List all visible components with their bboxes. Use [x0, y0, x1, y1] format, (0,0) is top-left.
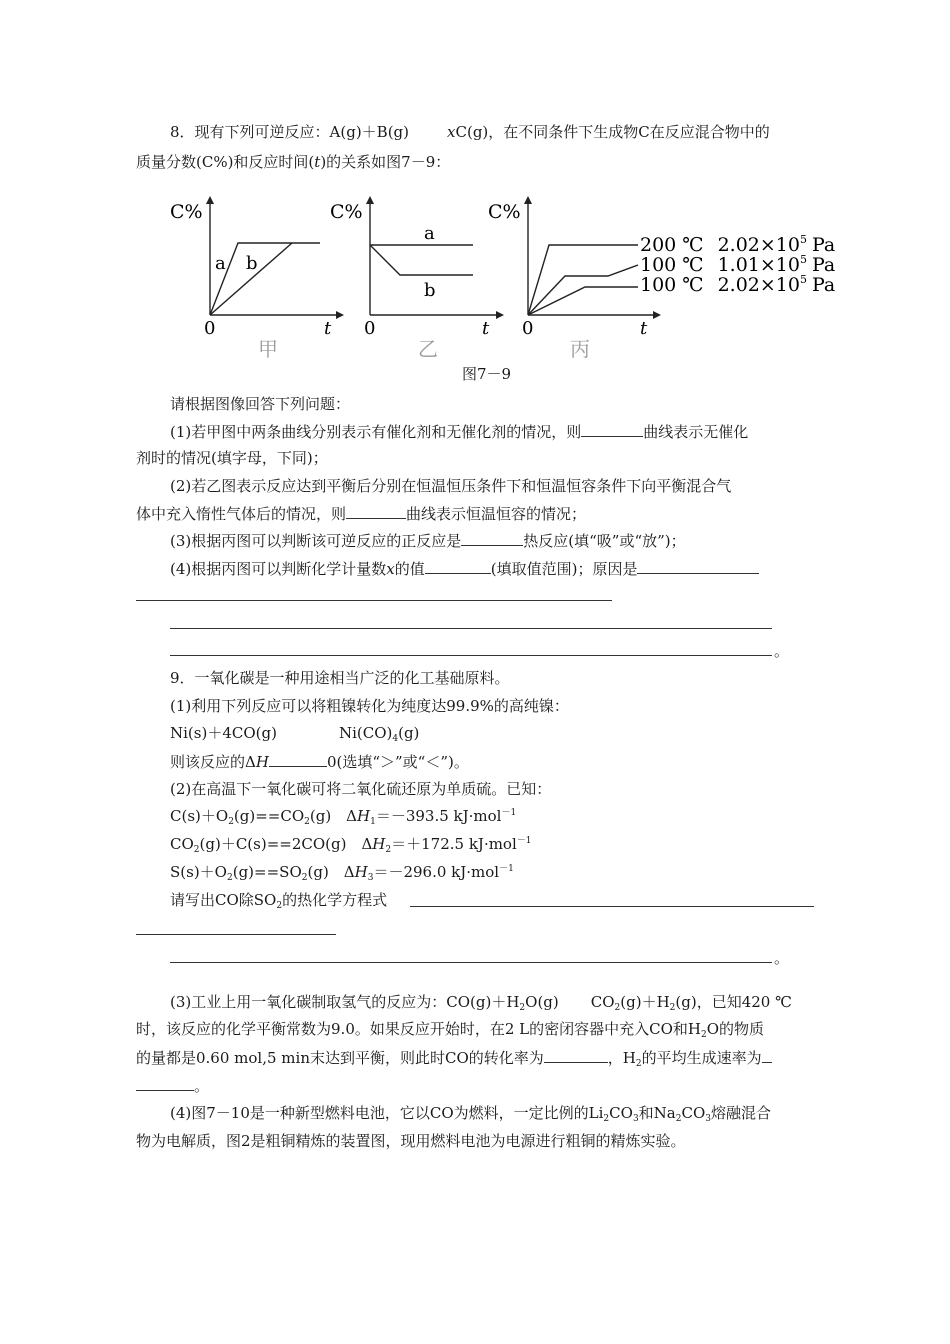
answer-line[interactable] [136, 600, 612, 601]
y-label: C% [488, 201, 521, 223]
q9-part-3-line-1: (3)工业上用一氧化碳制取氢气的反应为：$CO(g)+H_2O(g)$ $CO_2(g)+H_2(g)$，已知420 ℃ [170, 993, 792, 1013]
answer-blank-5[interactable] [637, 558, 759, 574]
legend [640, 233, 835, 296]
q8-part-2-cont: 体中充入惰性气体后的情况，则 曲线表示恒温恒容的情况； [136, 505, 587, 523]
curve-b-label: b [246, 253, 258, 274]
figure-caption: 图7－9 [462, 365, 512, 383]
answer-blank-1[interactable] [581, 421, 643, 437]
curve-b-label: b [424, 280, 436, 301]
answer-blank-6[interactable] [269, 751, 327, 767]
curve-b [370, 245, 473, 275]
answer-line[interactable] [410, 906, 814, 907]
answer-line[interactable] [170, 962, 772, 963]
q9-dh-question: 则该反应的ΔH 0(选填“＞”或“＜”)。 [170, 753, 469, 771]
q9-part-3-line-4: 。 [136, 1075, 209, 1096]
answer-blank-2[interactable] [346, 503, 406, 519]
answer-blank-4[interactable] [425, 558, 491, 574]
answer-line[interactable] [136, 934, 336, 935]
reaction-3: $S(s)+O_2(g)==SO_2(g)$ $\Delta H_3=-296.0$ kJ·mol$^{-1}$ [170, 863, 514, 883]
answer-blank-3[interactable] [461, 530, 523, 546]
panel-name: 丙 [570, 337, 590, 361]
q8-part-3: (3)根据丙图可以判断该可逆反应的正反应是 热反应(填“吸”或“放”)； [170, 532, 686, 550]
origin-label: 0 [522, 318, 534, 339]
legend-item-1: 200 ℃ $2.02\times 10^5$ Pa [640, 233, 836, 256]
q8-part-2: (2)若乙图表示反应达到平衡后分别在恒温恒压条件下和恒温恒容条件下向平衡混合气 [170, 477, 732, 495]
x-label: t [640, 318, 648, 339]
answer-line[interactable] [170, 628, 772, 629]
legend-item-2: 100 ℃ $1.01\times 10^5$ Pa [640, 253, 836, 276]
q9-part-4-line-2: 物为电解质，图2是粗铜精炼的装置图，现用燃料电池为电源进行粗铜的精炼实验。 [136, 1132, 686, 1150]
q8-line-2: 质量分数(C%)和反应时间(t)的关系如图7－9： [136, 153, 451, 171]
answer-blank-8-cont[interactable] [136, 1075, 194, 1091]
q9-part-2: (2)在高温下一氧化碳可将二氧化硫还原为单质硫。已知： [170, 780, 552, 798]
q8-line-1: 8．现有下列可逆反应：A(g)＋B(g) xC(g)，在不同条件下生成物C在反应混合物中的 [170, 123, 770, 141]
q8-part-4: (4)根据丙图可以判断化学计量数x的值 (填取值范围)；原因是 [170, 558, 759, 579]
x-label: t [324, 318, 332, 339]
q9-part-1: (1)利用下列反应可以将粗镍转化为纯度达99.9%的高纯镍： [170, 697, 569, 715]
q8-part-1-cont: 剂时的情况(填字母，下同)； [136, 449, 328, 467]
q8-intro: 请根据图像回答下列问题： [170, 395, 351, 413]
reaction-2: $CO_2(g)+C(s)==2CO(g)$ $\Delta H_2=+172.5$ kJ·mol$^{-1}$ [170, 835, 532, 855]
end-mark: 。 [774, 949, 790, 967]
y-label: C% [170, 201, 203, 223]
legend-item-3: 100 ℃ $2.02\times 10^5$ Pa [640, 273, 836, 296]
q9-title: 9．一氧化碳是一种用途相当广泛的化工基础原料。 [170, 669, 510, 687]
origin-label: 0 [204, 318, 216, 339]
x-label: t [482, 318, 490, 339]
q9-part-3-line-2: 时，该反应的化学平衡常数为9.0。如果反应开始时，在2 L的密闭容器中充入CO和$H_2O$的物质 [136, 1020, 765, 1040]
q9-part-3-line-3: 的量都是0.60 mol,5 min末达到平衡，则此时CO的转化率为 ，$H_2$的平均生成速率为 [136, 1047, 772, 1068]
curve-a [210, 243, 320, 315]
end-mark: 。 [774, 642, 790, 660]
figure-7-9 [160, 192, 880, 367]
y-label: C% [330, 201, 363, 223]
panel-jia [170, 200, 340, 361]
origin-label: 0 [364, 318, 376, 339]
panel-bing [488, 200, 835, 361]
q9-part-4-line-1: (4)图7－10是一种新型燃料电池，它以CO为燃料，一定比例的$Li_2CO_3$和$Na_2CO_3$熔融混合 [170, 1104, 772, 1124]
q8-part-1: (1)若甲图中两条曲线分别表示有催化剂和无催化剂的情况，则 曲线表示无催化 [170, 423, 749, 441]
curve-100c-202 [528, 287, 638, 315]
panel-name: 乙 [418, 337, 438, 361]
curve-200c-202 [528, 245, 638, 315]
q9-equation: Ni(s)＋4CO(g) $Ni(CO)_4(g)$ [170, 724, 420, 744]
panel-name: 甲 [258, 337, 278, 361]
curve-a-label: a [424, 223, 435, 244]
reaction-1: $C(s)+O_2(g)==CO_2(g)$ $\Delta H_1=-393.5$ kJ·mol$^{-1}$ [170, 807, 517, 827]
q9-write-equation: 请写出CO除$SO_2$的热化学方程式 [170, 891, 388, 911]
answer-blank-7[interactable] [544, 1047, 608, 1063]
curve-a-label: a [215, 253, 226, 274]
panel-yi [330, 200, 500, 361]
answer-blank-8[interactable] [762, 1047, 772, 1063]
answer-line[interactable] [170, 655, 772, 656]
